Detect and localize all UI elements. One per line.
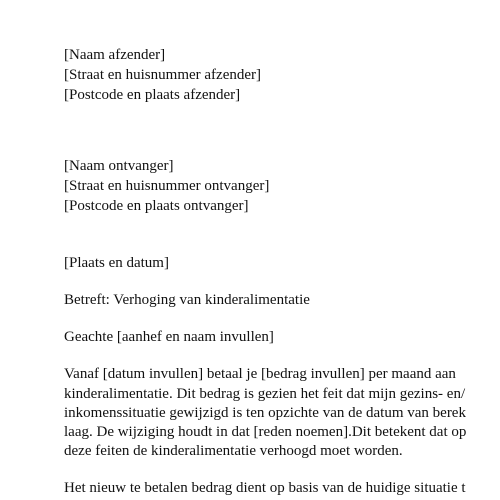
sender-street: [Straat en huisnummer afzender] bbox=[64, 67, 261, 83]
place-date: [Plaats en datum] bbox=[64, 255, 169, 271]
recipient-street: [Straat en huisnummer ontvanger] bbox=[64, 178, 270, 194]
salutation: Geachte [aanhef en naam invullen] bbox=[64, 329, 274, 345]
body-line: Het nieuw te betalen bedrag dient op basis van de huidige situatie t bbox=[64, 480, 466, 496]
body-line: Vanaf [datum invullen] betaal je [bedrag invullen] per maand aan bbox=[64, 366, 456, 382]
subject-line: Betreft: Verhoging van kinderalimentatie bbox=[64, 292, 310, 308]
body-line: deze feiten de kinderalimentatie verhoogd moet worden. bbox=[64, 443, 403, 459]
sender-name: [Naam afzender] bbox=[64, 47, 166, 63]
body-line: laag. De wijziging houdt in dat [reden noemen].Dit betekent dat op bbox=[64, 424, 467, 440]
body-line: kinderalimentatie. Dit bedrag is gezien het feit dat mijn gezins- en/ bbox=[64, 386, 466, 402]
body-line: inkomenssituatie gewijzigd is ten opzichte van de datum van berek bbox=[64, 405, 466, 421]
recipient-name: [Naam ontvanger] bbox=[64, 158, 174, 174]
sender-postal: [Postcode en plaats afzender] bbox=[64, 87, 241, 103]
recipient-postal: [Postcode en plaats ontvanger] bbox=[64, 198, 249, 214]
